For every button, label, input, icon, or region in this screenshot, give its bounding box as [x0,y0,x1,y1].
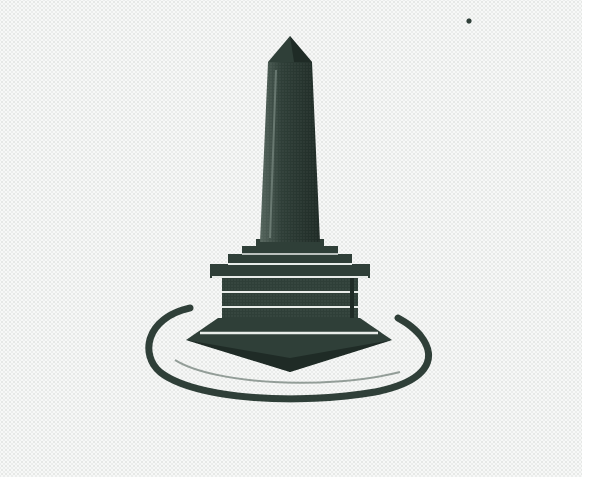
ink-speck [466,18,472,24]
right-border-strip [582,0,597,477]
cornice-slab [210,264,370,278]
pedestal-block-texture [222,276,358,318]
obelisk-shaft-texture [260,62,320,242]
